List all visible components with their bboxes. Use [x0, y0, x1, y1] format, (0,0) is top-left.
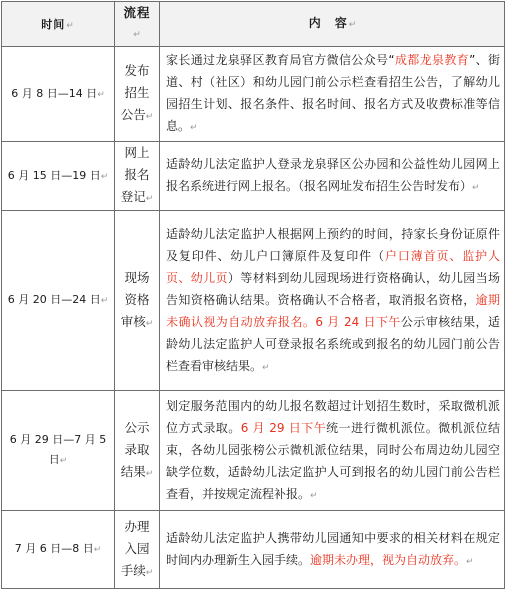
paragraph-mark-icon: ↵	[100, 171, 109, 182]
content-text: 适龄幼儿法定监护人登录龙泉驿区公办园和公益性幼儿园网上报名系统进行网上报名。（报名网址发布招生公告时发布）	[166, 157, 500, 193]
cell-date	[2, 142, 115, 211]
content-text: ”、街道、村（社区）和幼儿园门前公示栏查看招生公告，了解幼儿园招生计划、报名条件、报名时间、报名方式及收费标准等信息。	[166, 53, 501, 133]
paragraph-mark-icon: ↵	[466, 556, 474, 567]
process-line: 录取	[124, 441, 150, 457]
cell-process	[115, 142, 160, 211]
table-row	[2, 47, 505, 142]
highlight-text: 户口薄首页、监护人页、幼儿页	[166, 248, 500, 285]
header-process	[115, 2, 160, 47]
header-content-label: 内 容	[308, 16, 348, 30]
process-line: 入园	[124, 540, 150, 556]
paragraph-mark-icon: ↵	[97, 89, 105, 100]
cell-process	[115, 511, 160, 589]
paragraph-mark-icon: ↵	[348, 20, 358, 30]
process-line: 发布	[124, 63, 150, 78]
table-row	[2, 391, 505, 511]
header-time	[2, 2, 115, 47]
process-line: 结果↵	[120, 463, 154, 479]
header-time-label: 时间	[41, 18, 66, 31]
cell-content	[160, 511, 505, 589]
process-line: 报名	[124, 167, 150, 182]
process-line: 资格	[124, 291, 150, 307]
cell-process	[115, 47, 160, 142]
cell-date	[2, 391, 115, 511]
cell-date	[2, 511, 115, 589]
cell-content	[160, 391, 505, 511]
content-text: 家长通过龙泉驿区教育局官方微信公众号“	[166, 53, 395, 67]
paragraph-mark-icon: ↵	[133, 30, 142, 40]
header-content	[160, 2, 505, 47]
process-line: 公示	[124, 419, 150, 435]
cell-date	[2, 47, 115, 142]
content-text: ）等材料到幼儿园现场进行资格确认，幼儿园当场告知资格确认结果。资格确认不合格者，取消报名资格，	[166, 270, 500, 307]
paragraph-mark-icon: ↵	[262, 362, 270, 373]
paragraph-mark-icon: ↵	[145, 468, 154, 479]
content-text: 公示审核结果，适龄幼儿法定监护人可登录报名系统或到报名的幼儿园门前公告栏查看审核结果。	[166, 314, 500, 373]
paragraph-mark-icon: ↵	[145, 194, 154, 204]
paragraph-mark-icon: ↵	[145, 567, 154, 578]
process-line: 现场	[124, 269, 150, 285]
process-line: 手续↵	[120, 562, 154, 578]
content-text: 适龄幼儿法定监护人根据网上预约的时间，持家长身份证原件及复印件、幼儿户口簿原件及复印件（	[166, 226, 500, 263]
process-line: 登记↵	[120, 189, 154, 204]
table-row	[2, 511, 505, 589]
paragraph-mark-icon: ↵	[472, 183, 480, 193]
paragraph-mark-icon: ↵	[145, 112, 154, 122]
header-row	[2, 2, 505, 47]
content-text: 适龄幼儿法定监护人携带幼儿园通知中要求的相关材料在规定时间内办理新生入园手续。	[166, 530, 500, 567]
date-text: 6 月 29 日—7 月 5 日↵	[9, 433, 107, 466]
paragraph-mark-icon: ↵	[93, 545, 102, 555]
paragraph-mark-icon: ↵	[310, 490, 318, 501]
highlight-text: 成都龙泉教育	[394, 53, 470, 67]
process-line: 审核↵	[120, 313, 154, 329]
date-text: 6 月 20 日—24 日↵	[7, 293, 109, 306]
process-line: 办理	[124, 518, 150, 534]
date-text: 7 月 6 日—8 日↵	[14, 542, 102, 555]
date-text: 6 月 15 日—19 日↵	[7, 168, 109, 182]
paragraph-mark-icon: ↵	[66, 21, 75, 31]
content-text: 划定服务范围内的幼儿报名数超过计划招生数时，采取微机派位方式录取。	[166, 398, 500, 435]
schedule-table	[1, 1, 505, 589]
table-row	[2, 142, 505, 211]
process-line: 公告↵	[120, 107, 154, 122]
date-text: 6 月 8 日—14 日↵	[11, 86, 105, 100]
highlight-text: 逾期未办理，视为自动放弃。	[310, 552, 467, 567]
paragraph-mark-icon: ↵	[59, 456, 68, 466]
paragraph-mark-icon: ↵	[100, 296, 109, 306]
cell-content	[160, 47, 505, 142]
paragraph-mark-icon: ↵	[145, 318, 154, 329]
content-text: 统一进行微机派位。微机派位结束，各幼儿园张榜公示微机派位结果，同时公布周边幼儿园空缺学位数，适龄幼儿法定监护人可到报名的幼儿园门前公告栏查看，并按规定流程补报。	[166, 420, 500, 501]
table-row	[2, 211, 505, 391]
header-process-label: 流程	[123, 5, 151, 20]
paragraph-mark-icon: ↵	[190, 123, 198, 133]
process-line: 招生	[124, 85, 150, 100]
highlight-text: 6 月 29 日下午	[240, 420, 327, 435]
cell-process	[115, 391, 160, 511]
cell-process	[115, 211, 160, 391]
cell-content	[160, 211, 505, 391]
cell-content	[160, 142, 505, 211]
cell-date	[2, 211, 115, 391]
highlight-text: 逾期未确认视为自动放弃报名。6 月 24 日下午	[166, 292, 500, 329]
process-line: 网上	[124, 145, 150, 160]
